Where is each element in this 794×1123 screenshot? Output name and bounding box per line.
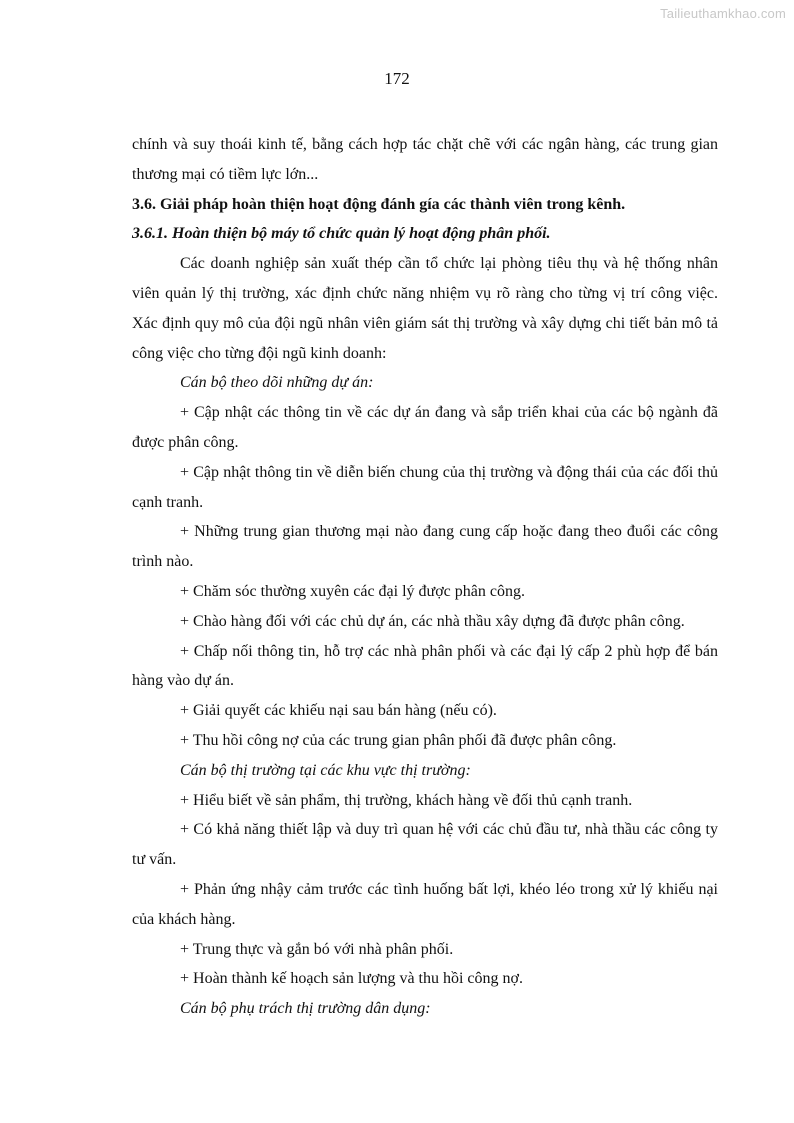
page-number: 172 [384,69,410,88]
list-item: + Những trung gian thương mại nào đang cung cấp hoặc đang theo đuổi các công trình nào. [132,523,718,571]
paragraph-continuation: chính và suy thoái kinh tế, bằng cách hợp tác chặt chẽ với các ngân hàng, các trung gian thương mại có tiềm lực lớn... [132,136,718,183]
document-body [132,130,718,1024]
list-item: + Trung thực và gắn bó với nhà phân phối. [180,940,454,958]
role-heading-projects: Cán bộ theo dõi những dự án: [180,374,374,392]
list-item: + Chăm sóc thường xuyên các đại lý được phân công. [180,582,525,600]
role-heading-civil: Cán bộ phụ trách thị trường dân dụng: [180,1000,431,1018]
list-item: + Hoàn thành kế hoạch sản lượng và thu hồi công nợ. [180,970,523,988]
body-paragraph: Các doanh nghiệp sản xuất thép cần tổ chức lại phòng tiêu thụ và hệ thống nhân viên quản lý thị trường, xác định chức năng nhiệm vụ rõ ràng cho từng vị trí công việc. Xác định quy mô của đội ngũ nhân viên giám sát thị trường và xây dựng chi tiết bản mô tả công việc cho từng đội ngũ kinh doanh: [132,255,718,362]
list-item: + Chào hàng đối với các chủ dự án, các nhà thầu xây dựng đã được phân công. [180,612,685,630]
role-heading-regional: Cán bộ thị trường tại các khu vực thị trường: [180,761,471,779]
list-item: + Hiểu biết về sản phẩm, thị trường, khách hàng về đối thủ cạnh tranh. [180,791,633,809]
list-item: + Thu hồi công nợ của các trung gian phân phối đã được phân công. [180,731,617,749]
list-item: + Cập nhật thông tin về diễn biến chung của thị trường và động thái của các đối thủ cạnh tranh. [132,463,718,511]
list-item: + Phản ứng nhậy cảm trước các tình huống bất lợi, khéo léo trong xử lý khiếu nại của khách hàng. [132,880,718,928]
list-item: + Cập nhật các thông tin về các dự án đang và sắp triển khai của các bộ ngành đã được phân công. [132,404,718,451]
subsection-heading: 3.6.1. Hoàn thiện bộ máy tổ chức quản lý hoạt động phân phối. [132,225,551,243]
section-heading: 3.6. Giải pháp hoàn thiện hoạt động đánh gía các thành viên trong kênh. [132,195,626,213]
list-item: + Có khả năng thiết lập và duy trì quan hệ với các chủ đầu tư, nhà thầu các công ty tư vấn. [132,821,718,869]
list-item: + Giải quyết các khiếu nại sau bán hàng (nếu có). [180,702,497,720]
watermark-text: Tailieuthamkhao.com [660,6,786,21]
list-item: + Chấp nối thông tin, hỗ trợ các nhà phân phối và các đại lý cấp 2 phù hợp để bán hàng vào dự án. [132,642,718,690]
